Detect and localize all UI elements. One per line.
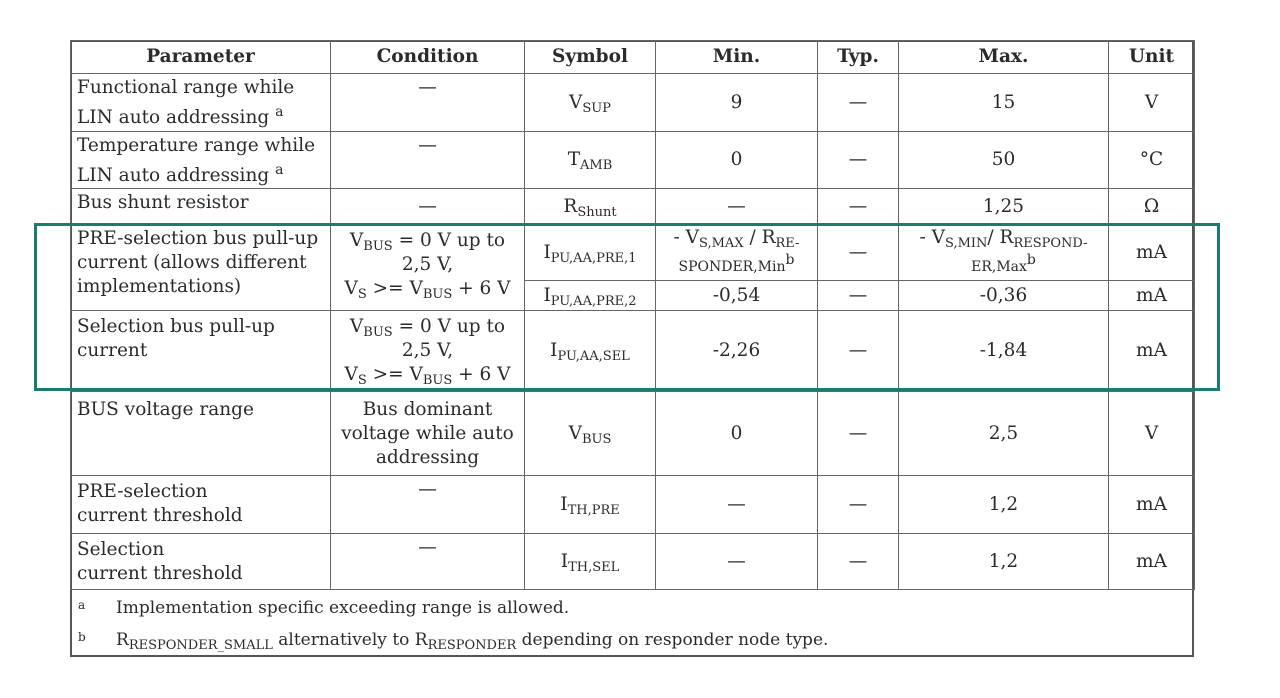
unit-cell: mA bbox=[1109, 281, 1195, 311]
condition-cell: — bbox=[331, 534, 525, 590]
condition-cell: — bbox=[331, 189, 525, 225]
header-parameter: Parameter bbox=[71, 41, 331, 74]
unit-cell: °C bbox=[1109, 132, 1195, 189]
min-cell: — bbox=[656, 189, 818, 225]
max-cell: 1,2 bbox=[899, 534, 1109, 590]
param-cell: Bus shunt resistor bbox=[71, 189, 331, 225]
max-cell: -0,36 bbox=[899, 281, 1109, 311]
table-row bbox=[71, 132, 1195, 189]
symbol-cell: $I_{TH,PRE}$ bbox=[525, 476, 656, 534]
condition-cell: $V_{BUS} = 0$ V up to 2,5 V, $V_S >= V_{BUS} + 6$ V bbox=[331, 225, 525, 311]
typ-cell: — bbox=[818, 476, 899, 534]
table-row bbox=[71, 189, 1195, 225]
min-cell: — bbox=[656, 534, 818, 590]
max-cell: - $V_{S,MIN}/$ $R_{RESPOND-}$ ER,Max$^b$ bbox=[899, 225, 1109, 281]
param-cell: PRE-selection current threshold bbox=[71, 476, 331, 534]
highlight-box bbox=[34, 223, 1220, 391]
symbol-cell: $I_{PU,AA,PRE,2}$ bbox=[525, 281, 656, 311]
footnote-mark: a bbox=[275, 162, 284, 178]
unit-cell: mA bbox=[1109, 476, 1195, 534]
param-cell: BUS voltage range bbox=[71, 392, 331, 476]
param-text: LIN auto addressing bbox=[77, 107, 270, 129]
param-text: LIN auto addressing bbox=[77, 165, 270, 187]
condition-cell: $V_{BUS} = 0$ V up to 2,5 V, $V_S >= V_{BUS} + 6$ V bbox=[331, 311, 525, 392]
param-cell: PRE-selection bus pull-up current (allows different implementations) bbox=[71, 225, 331, 311]
symbol-cell: $R_{Shunt}$ bbox=[525, 189, 656, 225]
symbol-cell: $I_{PU,AA,SEL}$ bbox=[525, 311, 656, 392]
typ-cell: — bbox=[818, 132, 899, 189]
unit-cell: V bbox=[1109, 392, 1195, 476]
table-row bbox=[71, 392, 1195, 476]
footnotes bbox=[70, 592, 1194, 657]
typ-cell: — bbox=[818, 189, 899, 225]
param-text: Functional range while bbox=[77, 77, 295, 98]
typ-cell: — bbox=[818, 74, 899, 132]
condition-cell: Bus dominant voltage while auto addressing bbox=[331, 392, 525, 476]
unit-cell: V bbox=[1109, 74, 1195, 132]
typ-cell: — bbox=[818, 311, 899, 392]
header-typ: Typ. bbox=[818, 41, 899, 74]
header-max: Max. bbox=[899, 41, 1109, 74]
symbol-cell: $T_{AMB}$ bbox=[525, 132, 656, 189]
unit-cell: mA bbox=[1109, 311, 1195, 392]
typ-cell: — bbox=[818, 281, 899, 311]
table-row bbox=[71, 534, 1195, 590]
max-cell: 2,5 bbox=[899, 392, 1109, 476]
min-cell: — bbox=[656, 476, 818, 534]
symbol-cell: $I_{TH,SEL}$ bbox=[525, 534, 656, 590]
table-row bbox=[71, 476, 1195, 534]
min-cell: 0 bbox=[656, 132, 818, 189]
param-cell: Selection bus pull-up current bbox=[71, 311, 331, 392]
typ-cell: — bbox=[818, 534, 899, 590]
typ-cell: — bbox=[818, 392, 899, 476]
max-cell: 1,25 bbox=[899, 189, 1109, 225]
param-text: Temperature range while bbox=[77, 135, 316, 156]
param-cell: Selection current threshold bbox=[71, 534, 331, 590]
unit-cell: Ω bbox=[1109, 189, 1195, 225]
header-unit: Unit bbox=[1109, 41, 1195, 74]
param-cell bbox=[71, 132, 331, 189]
max-cell: 1,2 bbox=[899, 476, 1109, 534]
min-cell: -0,54 bbox=[656, 281, 818, 311]
symbol-cell: $V_{BUS}$ bbox=[525, 392, 656, 476]
condition-cell: — bbox=[331, 476, 525, 534]
param-cell bbox=[71, 74, 331, 132]
min-cell: 9 bbox=[656, 74, 818, 132]
min-cell: -2,26 bbox=[656, 311, 818, 392]
header-condition: Condition bbox=[331, 41, 525, 74]
header-symbol: Symbol bbox=[525, 41, 656, 74]
footnote-a: a Implementation specific exceeding range is allowed. bbox=[78, 598, 570, 618]
symbol-cell: $I_{PU,AA,PRE,1}$ bbox=[525, 225, 656, 281]
symbol-cell: $V_{SUP}$ bbox=[525, 74, 656, 132]
header-min: Min. bbox=[656, 41, 818, 74]
max-cell: 15 bbox=[899, 74, 1109, 132]
max-cell: 50 bbox=[899, 132, 1109, 189]
table-row bbox=[71, 74, 1195, 132]
min-cell: 0 bbox=[656, 392, 818, 476]
header-row bbox=[71, 41, 1195, 74]
max-cell: -1,84 bbox=[899, 311, 1109, 392]
unit-cell: mA bbox=[1109, 225, 1195, 281]
min-cell: - $V_{S,MAX} / R_{RE-}$ SPONDER,Min$^b$ bbox=[656, 225, 818, 281]
condition-cell: — bbox=[331, 132, 525, 189]
unit-cell: mA bbox=[1109, 534, 1195, 590]
typ-cell: — bbox=[818, 225, 899, 281]
condition-cell: — bbox=[331, 74, 525, 132]
footnote-mark: a bbox=[275, 104, 284, 120]
footnote-b: b $R_{RESPONDER\_SMALL}$ alternatively to $R_{RESPONDER}$ depending on responder node type. bbox=[78, 630, 829, 653]
